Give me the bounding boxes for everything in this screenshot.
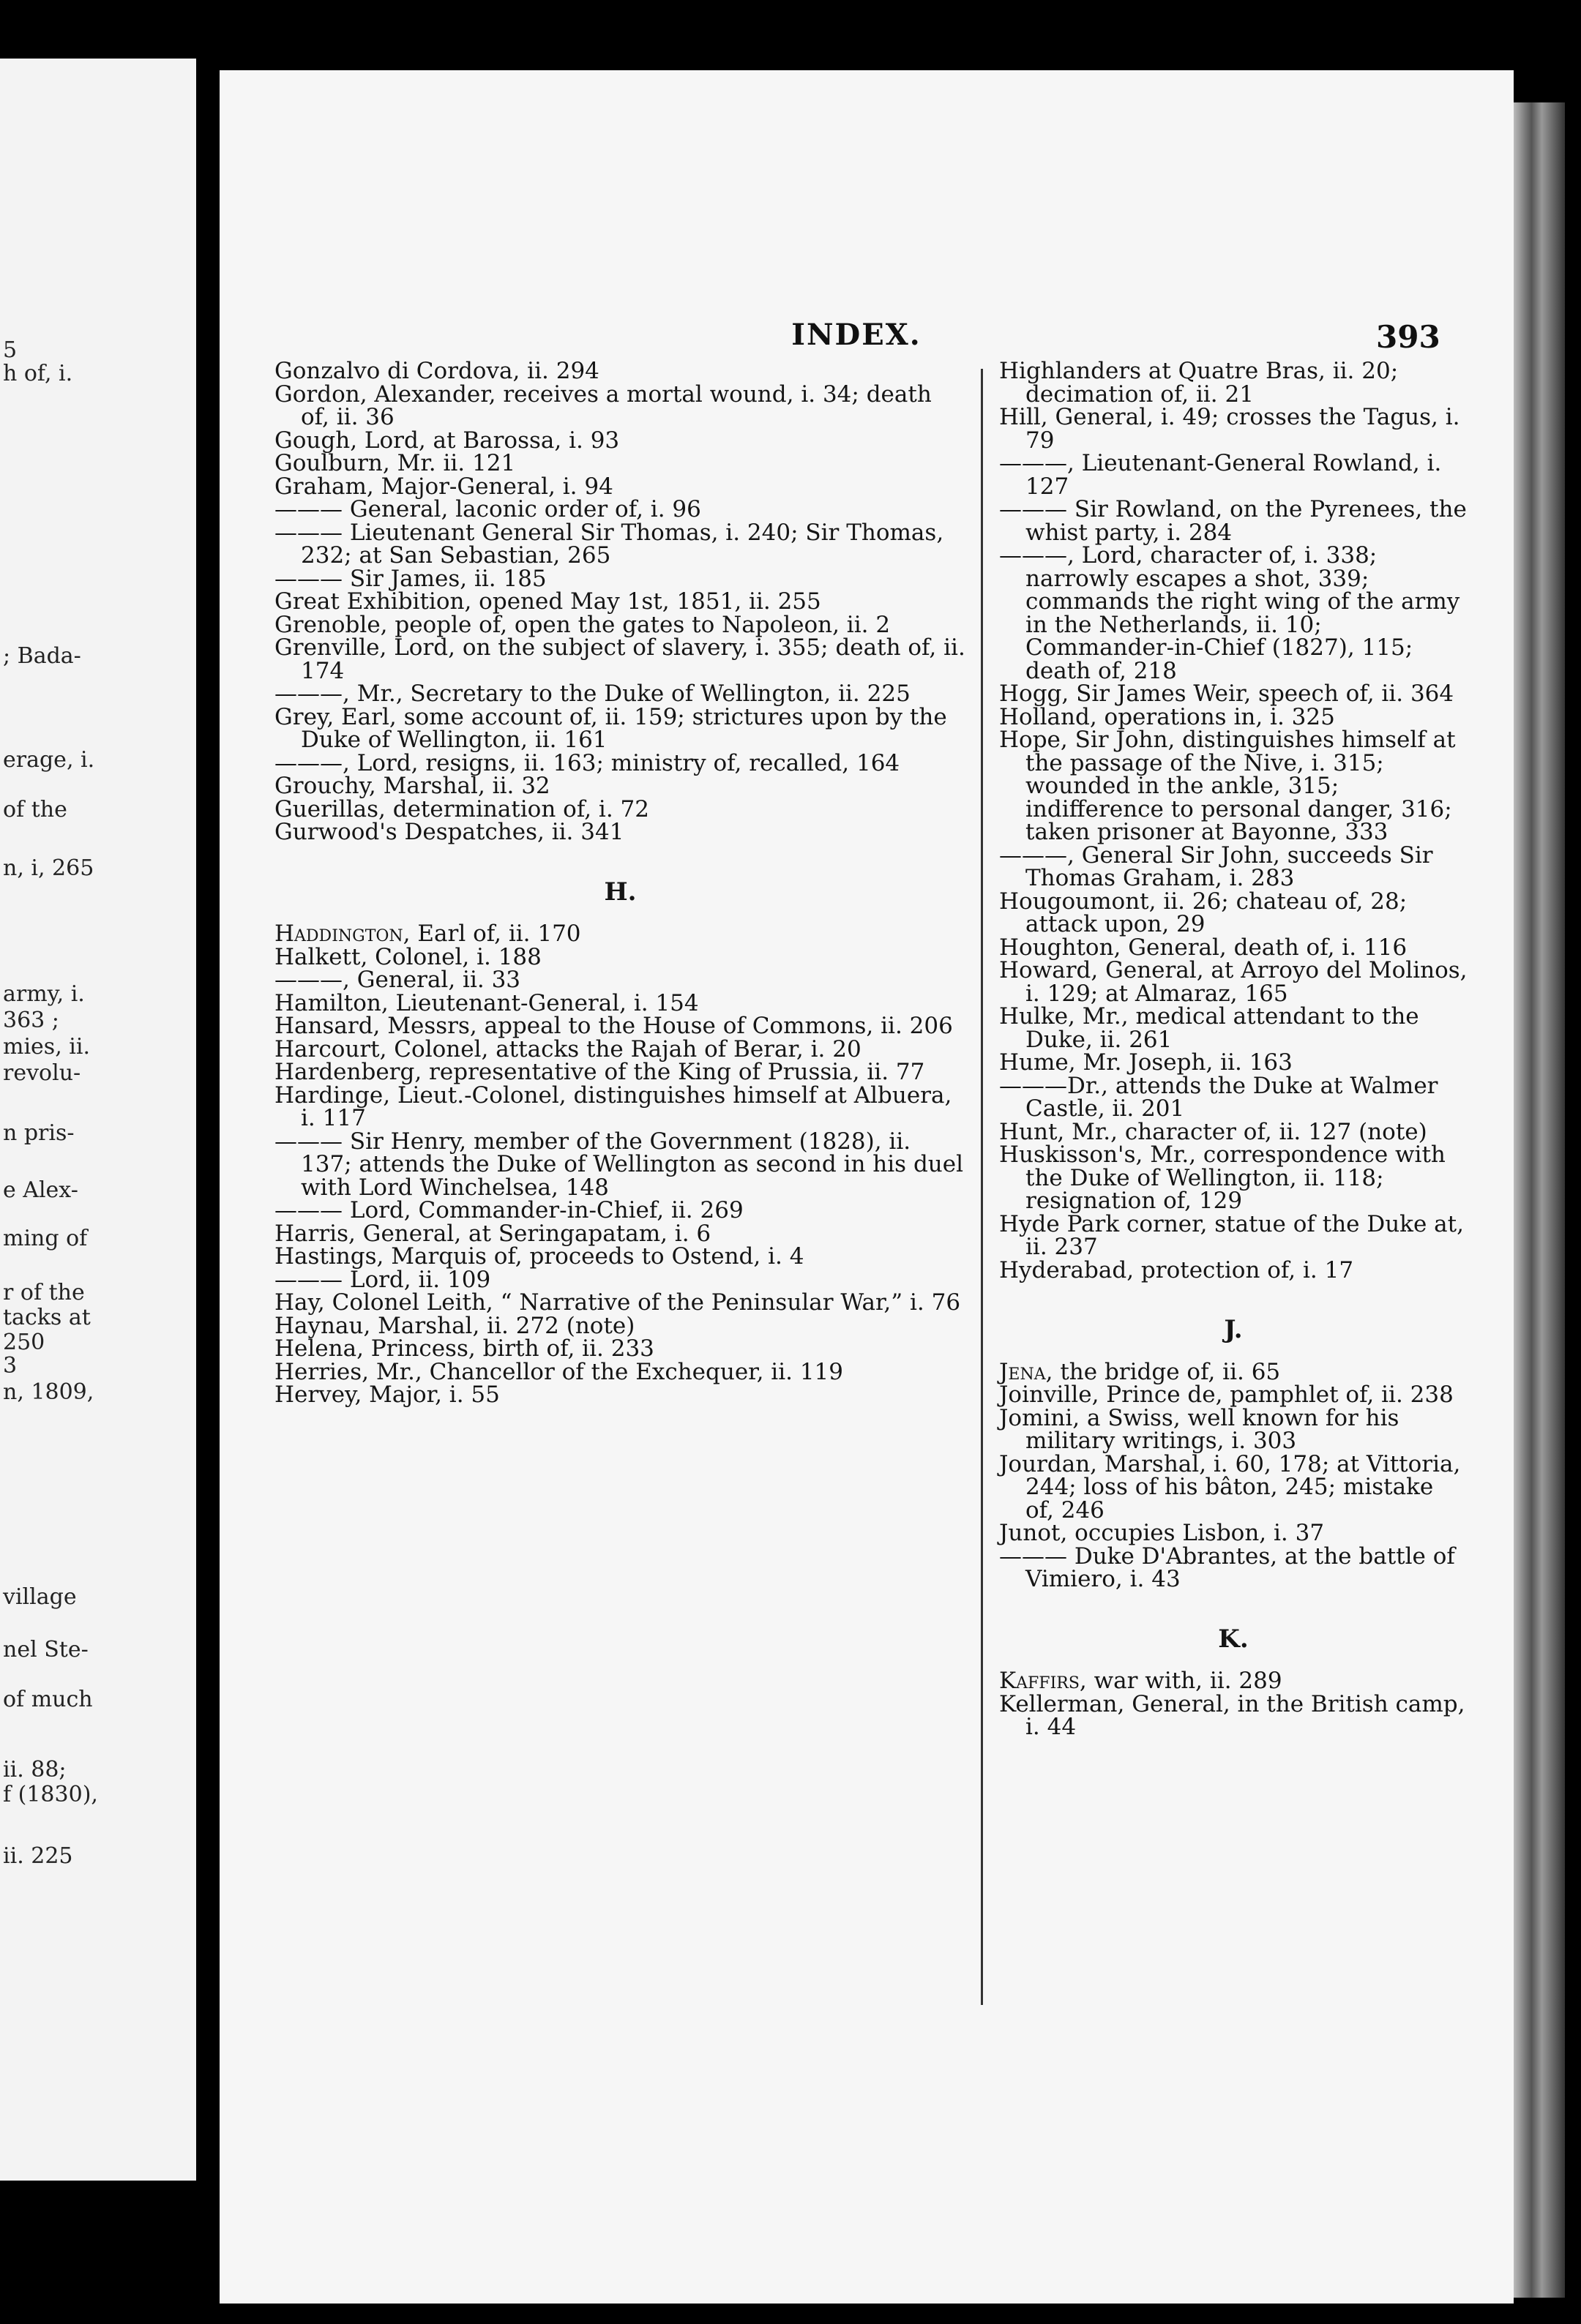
fragment: mies, ii. bbox=[3, 1034, 90, 1060]
fragment: revolu- bbox=[3, 1060, 81, 1086]
index-entry: Highlanders at Quatre Bras, ii. 20; decimation of, ii. 21 bbox=[999, 358, 1399, 408]
index-entry: ——— Sir James, ii. 185 bbox=[274, 565, 547, 592]
index-entry: Howard, General, at Arroyo del Molinos, i. 129; at Almaraz, 165 bbox=[999, 957, 1468, 1007]
column-divider bbox=[981, 369, 983, 2005]
index-entry: ——— Sir Henry, member of the Government (1828), ii. 137; attends the Duke of Wellington as second in his duel with Lord Winchelsea, 148 bbox=[274, 1128, 964, 1201]
index-entry: Hope, Sir John, distinguishes himself at the passage of the Nive, i. 315; wounded in the ankle, 315; indifference to personal danger, 316; taken prisoner at Bayonne, 333 bbox=[999, 727, 1456, 845]
fragment: ming of bbox=[3, 1226, 88, 1251]
previous-page-edge bbox=[0, 59, 196, 2181]
index-entry: Goulburn, Mr. ii. 121 bbox=[274, 450, 516, 476]
index-entry: Hyde Park corner, statue of the Duke at, ii. 237 bbox=[999, 1210, 1464, 1260]
fragment: tacks at bbox=[3, 1305, 91, 1330]
fragment: h of, i. bbox=[3, 361, 73, 386]
index-entry: Harris, General, at Seringapatam, i. 6 bbox=[274, 1220, 711, 1247]
fragment: village bbox=[3, 1584, 77, 1610]
index-entry: Helena, Princess, birth of, ii. 233 bbox=[274, 1335, 654, 1362]
entry-heading: Haddington, bbox=[274, 921, 411, 947]
index-entry: ——— Lord, ii. 109 bbox=[274, 1266, 491, 1293]
entry-text: the bridge of, ii. 65 bbox=[1053, 1358, 1281, 1385]
entry-text: Earl of, ii. 170 bbox=[410, 921, 581, 947]
index-entry: Grenoble, people of, open the gates to Napoleon, ii. 2 bbox=[274, 611, 891, 638]
index-entry: ———, Lieutenant-General Rowland, i. 127 bbox=[999, 450, 1442, 500]
index-entry: ——— Lord, Commander-in-Chief, ii. 269 bbox=[274, 1197, 744, 1223]
entry-text: war with, ii. 289 bbox=[1086, 1668, 1282, 1694]
index-entry: Hulke, Mr., medical attendant to the Duke, ii. 261 bbox=[999, 1003, 1419, 1053]
fragment: 363 ; bbox=[3, 1008, 59, 1033]
page-number: 393 bbox=[1376, 319, 1440, 355]
section-letter: H. bbox=[604, 877, 637, 907]
index-entry: Gordon, Alexander, receives a mortal wound, i. 34; death of, ii. 36 bbox=[274, 381, 932, 430]
index-entry: Halkett, Colonel, i. 188 bbox=[274, 943, 542, 970]
fragment: ii. 225 bbox=[3, 1843, 73, 1869]
index-entry: ——— Sir Rowland, on the Pyrenees, the whist party, i. 284 bbox=[999, 496, 1467, 546]
index-entry: Herries, Mr., Chancellor of the Exchequer, ii. 119 bbox=[274, 1358, 843, 1385]
index-entry: Grouchy, Marshal, ii. 32 bbox=[274, 773, 550, 799]
fragment: f (1830), bbox=[3, 1782, 98, 1807]
index-entry: Hume, Mr. Joseph, ii. 163 bbox=[999, 1049, 1293, 1076]
fragment: ; Bada- bbox=[3, 643, 81, 669]
entry-heading: Jena, bbox=[999, 1358, 1053, 1385]
fragment: erage, i. bbox=[3, 747, 95, 773]
index-entry: ——— General, laconic order of, i. 96 bbox=[274, 496, 701, 522]
fragment: r of the bbox=[3, 1280, 85, 1305]
index-page bbox=[220, 70, 1514, 2304]
index-entry: Houghton, General, death of, i. 116 bbox=[999, 934, 1408, 961]
index-entry: Hill, General, i. 49; crosses the Tagus, i. 79 bbox=[999, 404, 1460, 454]
index-entry: Jomini, a Swiss, well known for his military writings, i. 303 bbox=[999, 1404, 1399, 1454]
index-entry: Hunt, Mr., character of, ii. 127 (note) bbox=[999, 1118, 1427, 1145]
index-entry: Hansard, Messrs, appeal to the House of Commons, ii. 206 bbox=[274, 1013, 953, 1039]
index-entry bbox=[999, 1358, 1468, 1385]
page-header-title: INDEX. bbox=[791, 318, 922, 352]
fragment: n pris- bbox=[3, 1120, 75, 1146]
entry-heading: Kaffirs, bbox=[999, 1668, 1087, 1694]
index-entry: Hay, Colonel Leith, “ Narrative of the Peninsular War,” i. 76 bbox=[274, 1289, 961, 1316]
fragment: n, i, 265 bbox=[3, 855, 94, 881]
index-entry: Huskisson's, Mr., correspondence with the Duke of Wellington, ii. 118; resignation of, 129 bbox=[999, 1142, 1446, 1214]
index-entry: Grey, Earl, some account of, ii. 159; strictures upon by the Duke of Wellington, ii. 161 bbox=[274, 703, 947, 753]
index-entry: Haynau, Marshal, ii. 272 (note) bbox=[274, 1312, 635, 1339]
index-entry: Gonzalvo di Cordova, ii. 294 bbox=[274, 358, 599, 384]
index-entry: ———, Lord, resigns, ii. 163; ministry of, recalled, 164 bbox=[274, 749, 900, 776]
index-entry: ———, General Sir John, succeeds Sir Thomas Graham, i. 283 bbox=[999, 841, 1433, 891]
index-entry: Holland, operations in, i. 325 bbox=[999, 703, 1335, 730]
index-entry: Hyderabad, protection of, i. 17 bbox=[999, 1256, 1354, 1283]
index-entry: Hogg, Sir James Weir, speech of, ii. 364 bbox=[999, 681, 1454, 707]
index-entry: ———Dr., attends the Duke at Walmer Castle, ii. 201 bbox=[999, 1072, 1438, 1122]
index-entry: Hardenberg, representative of the King of Prussia, ii. 77 bbox=[274, 1059, 925, 1085]
index-entry: Hamilton, Lieutenant-General, i. 154 bbox=[274, 989, 699, 1016]
index-column-left bbox=[274, 360, 966, 1407]
index-entry: Great Exhibition, opened May 1st, 1851, ii. 255 bbox=[274, 588, 821, 615]
fragment: of the bbox=[3, 797, 67, 822]
fragment: nel Ste- bbox=[3, 1637, 89, 1663]
index-entry: Hastings, Marquis of, proceeds to Ostend, i. 4 bbox=[274, 1243, 804, 1270]
section-letter: K. bbox=[1218, 1624, 1249, 1654]
index-entry: Junot, occupies Lisbon, i. 37 bbox=[999, 1520, 1325, 1546]
fragment: 3 bbox=[3, 1353, 18, 1379]
index-entry: Graham, Major-General, i. 94 bbox=[274, 473, 613, 500]
fragment: army, i. bbox=[3, 981, 85, 1007]
index-entry: Jourdan, Marshal, i. 60, 178; at Vittoria, 244; loss of his bâton, 245; mistake of, 246 bbox=[999, 1450, 1461, 1523]
book-page-edge bbox=[1514, 102, 1565, 2298]
index-entry: Hervey, Major, i. 55 bbox=[274, 1382, 500, 1408]
index-entry: ———, Mr., Secretary to the Duke of Wellington, ii. 225 bbox=[274, 681, 911, 707]
index-column-right bbox=[999, 360, 1468, 1739]
index-entry: Hougoumont, ii. 26; chateau of, 28; attack upon, 29 bbox=[999, 888, 1408, 937]
fragment: 250 bbox=[3, 1330, 45, 1355]
index-entry: Joinville, Prince de, pamphlet of, ii. 238 bbox=[999, 1382, 1454, 1408]
index-entry: ——— Duke D'Abrantes, at the battle of Vimiero, i. 43 bbox=[999, 1543, 1455, 1592]
index-entry: ———, Lord, character of, i. 338; narrowly escapes a shot, 339; commands the right wing of the army in the Netherlands, ii. 10; Commander-in-Chief (1827), 115; death of, 218 bbox=[999, 542, 1460, 684]
index-entry bbox=[274, 923, 966, 946]
index-entry: ———, General, ii. 33 bbox=[274, 967, 521, 993]
fragment: n, 1809, bbox=[3, 1379, 94, 1405]
index-entry: ——— Lieutenant General Sir Thomas, i. 240; Sir Thomas, 232; at San Sebastian, 265 bbox=[274, 519, 944, 569]
index-entry: Kellerman, General, in the British camp, i. 44 bbox=[999, 1690, 1465, 1740]
fragment: of much bbox=[3, 1687, 93, 1712]
section-letter: J. bbox=[1224, 1315, 1243, 1344]
fragment: 5 bbox=[3, 337, 18, 363]
fragment: ii. 88; bbox=[3, 1757, 67, 1783]
index-entry bbox=[999, 1670, 1468, 1693]
index-entry: Guerillas, determination of, i. 72 bbox=[274, 795, 649, 822]
index-entry: Grenville, Lord, on the subject of slavery, i. 355; death of, ii. 174 bbox=[274, 634, 965, 684]
index-entry: Gurwood's Despatches, ii. 341 bbox=[274, 819, 624, 845]
fragment: e Alex- bbox=[3, 1177, 78, 1203]
index-entry: Harcourt, Colonel, attacks the Rajah of Berar, i. 20 bbox=[274, 1035, 861, 1062]
index-entry: Hardinge, Lieut.-Colonel, distinguishes himself at Albuera, i. 117 bbox=[274, 1082, 952, 1131]
index-entry: Gough, Lord, at Barossa, i. 93 bbox=[274, 427, 620, 454]
